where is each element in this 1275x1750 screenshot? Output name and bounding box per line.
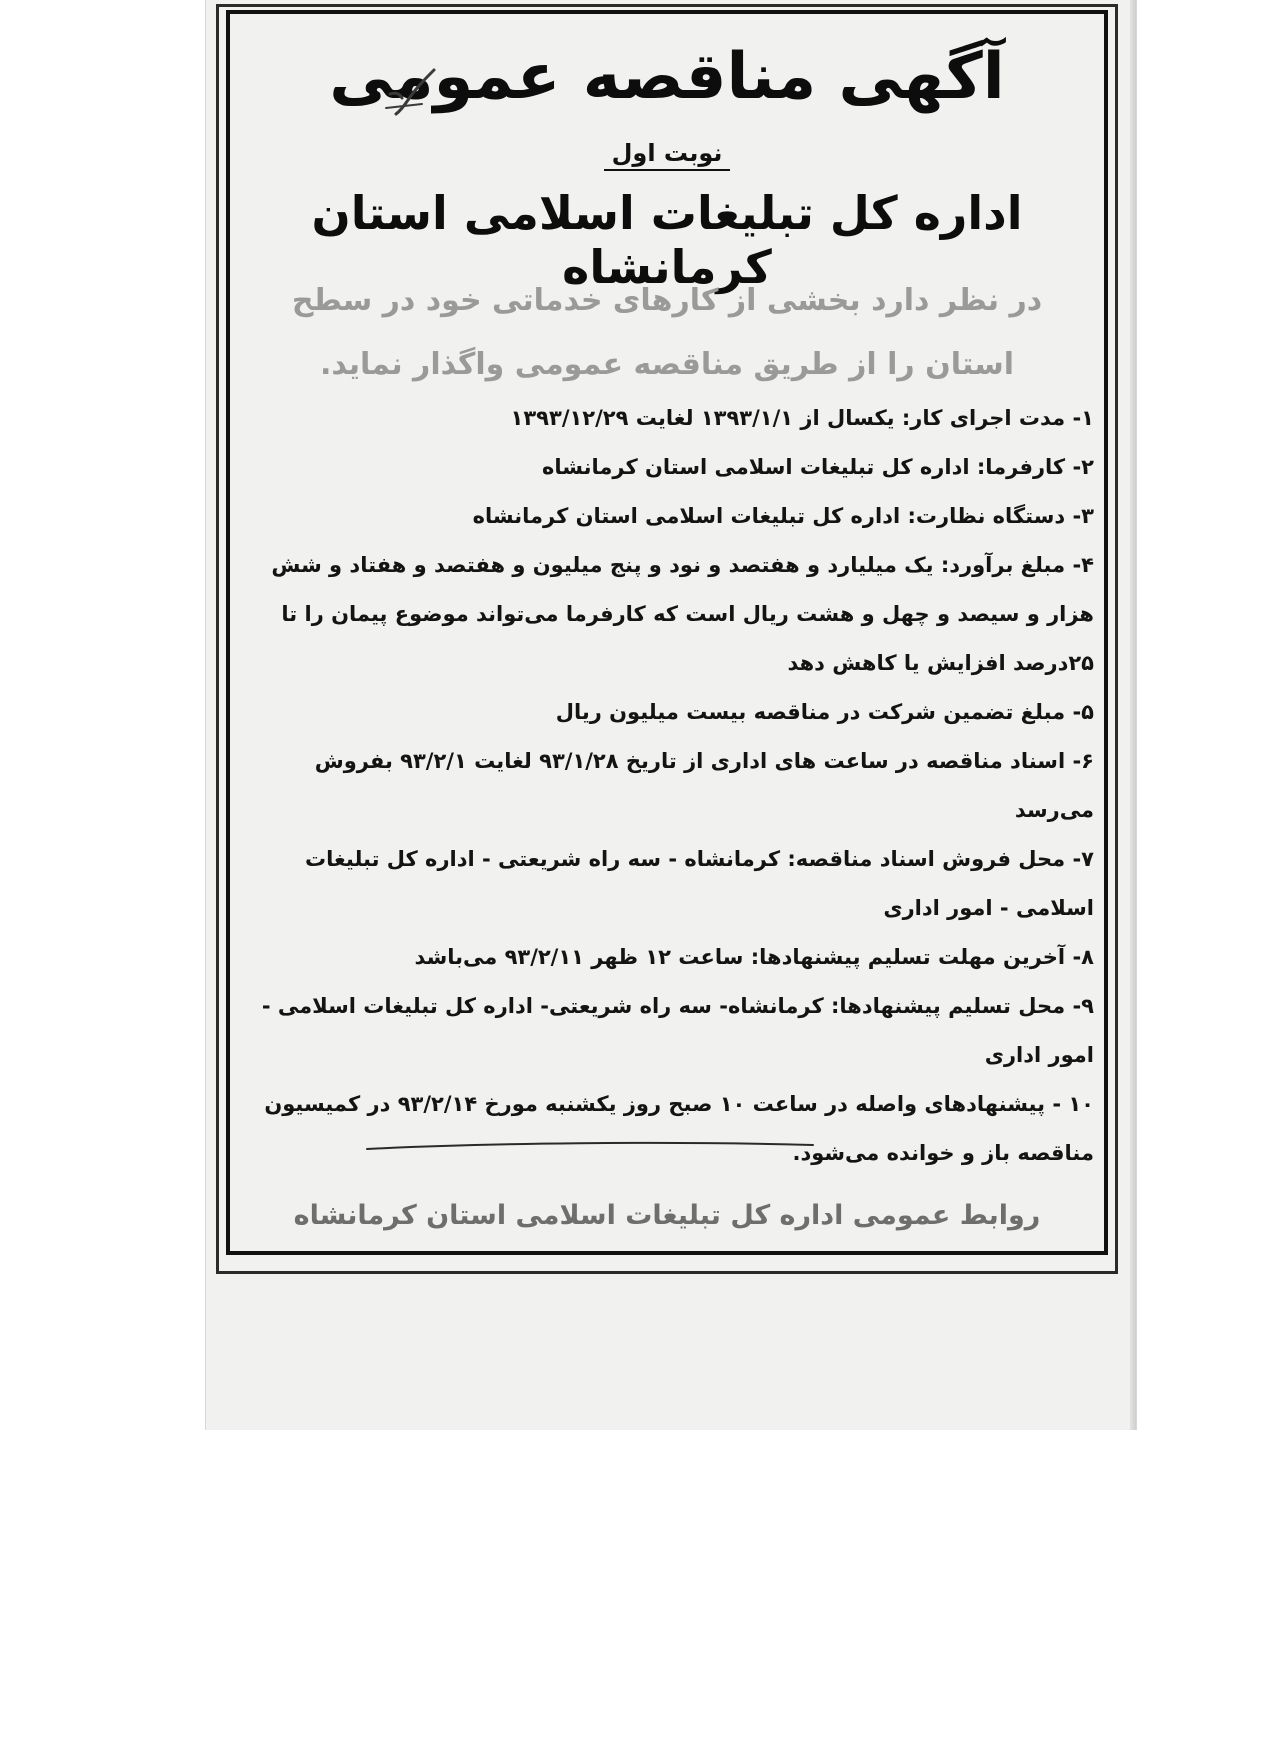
notice-frame [226,10,1108,1255]
notice-heading: آگهی مناقصه عمومی [329,40,1005,114]
notice-item-estimate: ۴- مبلغ برآورد: یک میلیارد و هفتصد و نود و پنج میلیون و هفتصد و هفتاد و شش هزار و سیصد و چهل و هشت ریال است که کارفرما می‌تواند موضوع پیمان را تا ۲۵درصد افزایش یا کاهش دهد [271,553,1094,675]
scan-edge [1130,0,1136,1430]
notice-item-submission-location: ۹- محل تسلیم پیشنهادها: کرمانشاه- سه راه شریعتی- اداره کل تبلیغات اسلامی - امور اداری [261,994,1094,1067]
notice-item-duration: ۱- مدت اجرای کار: یکسال از ۱۳۹۳/۱/۱ لغایت ۱۳۹۳/۱۲/۲۹ [510,406,1094,430]
publication-round-label: نوبت اول [604,139,731,171]
handwritten-underline-icon [365,1139,815,1153]
scanned-page [205,0,1137,1430]
notice-item-opening: ۱۰ - پیشنهادهای واصله در ساعت ۱۰ صبح روز یکشنبه مورخ ۹۳/۲/۱۴ در کمیسیون مناقصه باز و خوانده می‌شود. [264,1092,1094,1165]
notice-items [242,394,1094,1178]
notice-item-guarantee: ۵- مبلغ تضمین شرکت در مناقصه بیست میلیون ریال [555,700,1094,724]
notice-item-deadline: ۸- آخرین مهلت تسلیم پیشنهادها: ساعت ۱۲ ظهر ۹۳/۲/۱۱ می‌باشد [414,945,1094,969]
publication-round [230,139,1104,171]
notice-intro: در نظر دارد بخشی از کارهای خدماتی خود در سطح استان را از طریق مناقصه عمومی واگذار نماید. [291,283,1043,382]
notice-footer: روابط عمومی اداره کل تبلیغات اسلامی استان کرمانشاه [293,1200,1041,1231]
handwritten-check-mark-icon [382,64,442,119]
notice-item-supervisor: ۳- دستگاه نظارت: اداره کل تبلیغات اسلامی استان کرمانشاه [472,504,1094,528]
notice-item-employer: ۲- کارفرما: اداره کل تبلیغات اسلامی استان کرمانشاه [541,455,1094,479]
organization-title: اداره کل تبلیغات اسلامی استان کرمانشاه [311,186,1023,294]
notice-item-documents-sale: ۶- اسناد مناقصه در ساعت های اداری از تاریخ ۹۳/۱/۲۸ لغایت ۹۳/۲/۱ بفروش می‌رسد [314,749,1094,822]
notice-item-sale-location: ۷- محل فروش اسناد مناقصه: کرمانشاه - سه راه شریعتی - اداره کل تبلیغات اسلامی - امور اداری [305,847,1094,920]
